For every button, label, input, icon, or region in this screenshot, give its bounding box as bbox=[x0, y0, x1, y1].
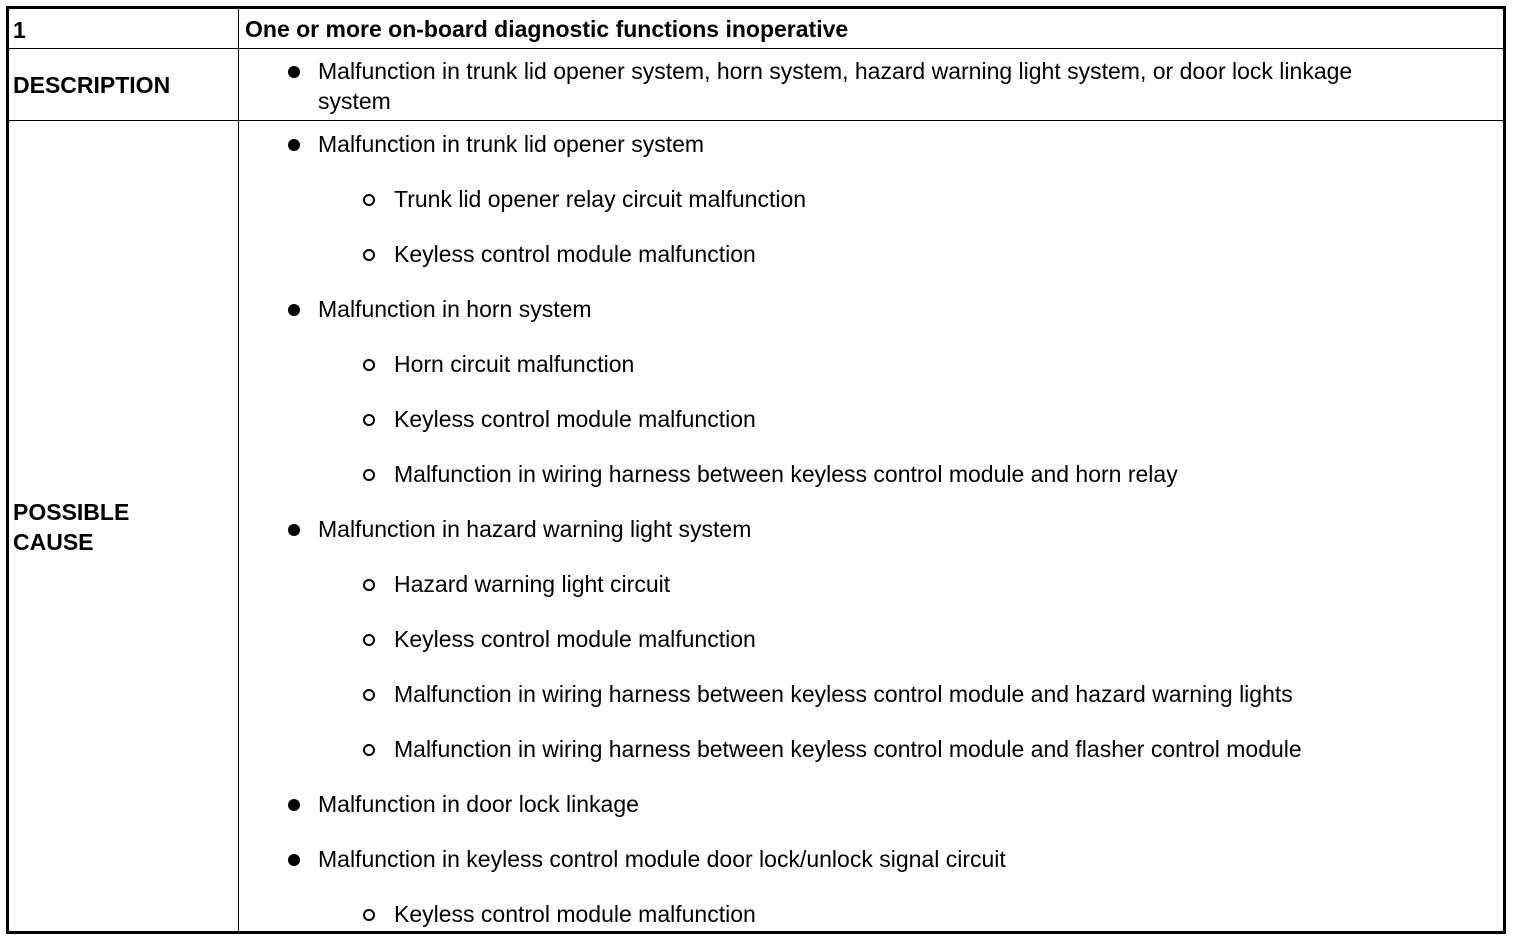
open-bullet-icon bbox=[363, 579, 375, 591]
step-title: One or more on-board diagnostic functions inoperative bbox=[245, 16, 849, 42]
cause-item: Malfunction in trunk lid opener system bbox=[318, 131, 705, 157]
cause-item: Malfunction in horn system bbox=[318, 296, 592, 322]
cause-sub-item: Malfunction in wiring harness between keyless control module and hazard warning lights bbox=[394, 681, 1293, 707]
filled-bullet-icon bbox=[288, 854, 300, 866]
filled-bullet-icon bbox=[288, 799, 300, 811]
description-row bbox=[9, 49, 1503, 121]
cause-item: Malfunction in keyless control module door lock/unlock signal circuit bbox=[318, 846, 1006, 872]
possible-cause-label-cell bbox=[9, 121, 239, 931]
cause-sub-item: Hazard warning light circuit bbox=[394, 571, 671, 597]
description-line-2: system bbox=[318, 88, 391, 114]
cause-sub-item: Keyless control module malfunction bbox=[394, 241, 756, 267]
header-row bbox=[9, 9, 1503, 49]
step-number-cell bbox=[9, 9, 239, 48]
description-label: DESCRIPTION bbox=[13, 72, 171, 98]
possible-cause-row bbox=[9, 121, 1503, 931]
open-bullet-icon bbox=[363, 194, 375, 206]
possible-cause-list bbox=[239, 121, 1503, 931]
filled-bullet-icon bbox=[288, 304, 300, 316]
diagnostic-table bbox=[6, 6, 1506, 934]
possible-cause-label-line-2: CAUSE bbox=[13, 529, 94, 555]
open-bullet-icon bbox=[363, 359, 375, 371]
filled-bullet-icon bbox=[288, 139, 300, 151]
cause-sub-item: Trunk lid opener relay circuit malfunction bbox=[394, 186, 807, 212]
cause-item: Malfunction in door lock linkage bbox=[318, 791, 639, 817]
filled-bullet-icon bbox=[288, 66, 300, 78]
description-value-cell bbox=[239, 49, 1503, 120]
cause-sub-item: Keyless control module malfunction bbox=[394, 626, 756, 652]
open-bullet-icon bbox=[363, 634, 375, 646]
cause-sub-item: Malfunction in wiring harness between keyless control module and flasher control module bbox=[394, 736, 1302, 762]
title-cell bbox=[239, 9, 1503, 48]
possible-cause-label-line-1: POSSIBLE bbox=[13, 499, 130, 525]
step-number: 1 bbox=[13, 17, 26, 43]
description-label-cell bbox=[9, 49, 239, 120]
open-bullet-icon bbox=[363, 909, 375, 921]
filled-bullet-icon bbox=[288, 524, 300, 536]
open-bullet-icon bbox=[363, 249, 375, 261]
open-bullet-icon bbox=[363, 744, 375, 756]
cause-sub-item: Keyless control module malfunction bbox=[394, 901, 756, 927]
cause-sub-item: Malfunction in wiring harness between keyless control module and horn relay bbox=[394, 461, 1178, 487]
open-bullet-icon bbox=[363, 469, 375, 481]
description-line-1: Malfunction in trunk lid opener system, horn system, hazard warning light system, or door lock linkage bbox=[318, 58, 1353, 84]
open-bullet-icon bbox=[363, 414, 375, 426]
cause-sub-item: Horn circuit malfunction bbox=[394, 351, 635, 377]
cause-item: Malfunction in hazard warning light system bbox=[318, 516, 752, 542]
open-bullet-icon bbox=[363, 689, 375, 701]
cause-sub-item: Keyless control module malfunction bbox=[394, 406, 756, 432]
